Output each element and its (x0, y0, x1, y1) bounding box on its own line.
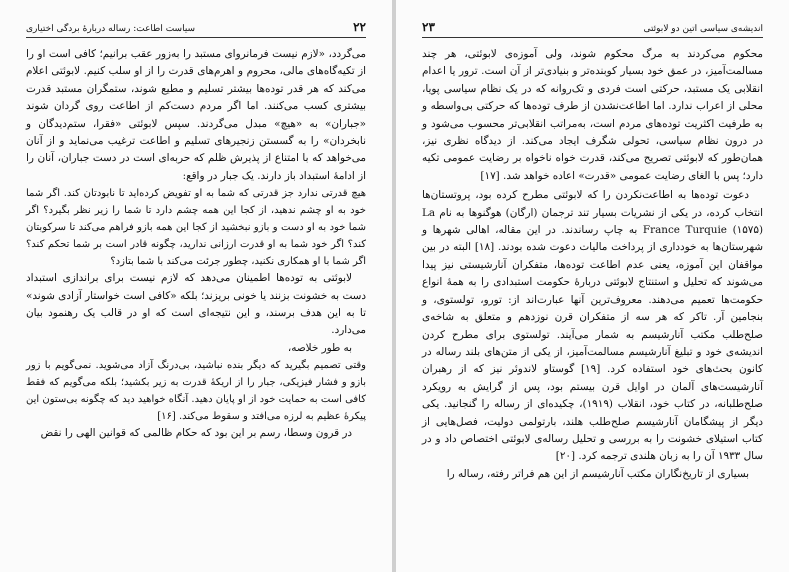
block-quote: وقتی تصمیم بگیرید که دیگر بنده نباشید، بی‌درنگ آزاد می‌شوید. نمی‌گویم با زور بازو و فشار فیزیکی، جبار را از اریکهٔ قدرت به زیر بکشید؛ بلکه می‌گویم که فقط کافی است به حمایت خود از او پایان دهید. آنگاه خواهید دید که چگونه بی‌ستون این پیکرهٔ عظیم به لرزه می‌افتد و سقوط می‌کند. [۱۶] (26, 360, 366, 423)
right-page-header (422, 20, 763, 38)
left-page (0, 0, 392, 572)
paragraph: دعوت توده‌ها به اطاعت‌نکردن را که لابوئتی مطرح کرده بود، پروتستان‌ها انتخاب کرده، در یکی از نشریات بسیار تند ترجمان (ارگان) هوگنوها به نام La France Turquie (۱۵۷۵) به چاپ رساندند. در این مقاله، اهالی شهرها و شهرستان‌ها به خودداری از پرداخت مالیات دعوت شده بودند. [۱۸] البته در بین مواقفان این آموزه، یعنی عدم اطاعت توده‌ها، متفکران آنارشیستی نیز پیدا می‌شوند که تحلیل و استنتاج لابوئتی دربارهٔ حکومت استبدادی را به همهٔ انواع حکومت‌ها تعمیم می‌دهند. معروف‌ترین آنها عبارت‌اند از: تورو، تولستوی، و بنجامین آر. تاکر که هر سه از متفکران قرن نوزدهم و متعلق به شاخه‌ی صلح‌طلب مکتب آنارشیسم به شمار می‌آیند. تولستوی برای مطرح کردن اندیشه‌ی خود و تبلیغ آنارشیسم مسالمت‌آمیز، از یکی از متن‌های بلند رساله در کانون بحث‌های خود استفاده کرد. [۱۹] گوستاو لاندوئر نیز که از رهبران آنارشیست‌های آلمان در اوایل قرن بیستم بود، پس از گرایش به رویکرد صلح‌طلبانه، در کتاب خود، انقلاب (۱۹۱۹)، چکیده‌ای از رساله را گنجانید. یکی دیگر از پیشگامان آنارشیسم صلح‌طلب هلند، بارتولمی دولیت، فصل‌هایی از کتاب استیلای خشونت را به بررسی و تحلیل رساله‌ی لابوئتی اختصاص داد و در سال ۱۹۳۳ آن را به زبان هلندی ترجمه کرد. [۲۰] (422, 189, 763, 463)
left-page-header (26, 20, 366, 38)
page-number: ۲۲ (353, 20, 366, 34)
running-head: سیاست اطاعت: رساله دربارهٔ بردگی اختیاری (26, 24, 196, 34)
paragraph: در قرون وسطا، رسم بر این بود که حکام ظالمی که قوانین الهی را نقض (40, 427, 352, 440)
page-number: ۲۳ (422, 20, 435, 34)
block-quote: هیچ قدرتی ندارد جز قدرتی که شما به او تفویض کرده‌اید تا نابودتان کند. اگر شما خود به او چشم ندهید، از کجا این همه چشم دارد تا شما را زیر نظر بگیرد؟ اگر شما خود به او دست و بازو نبخشید از کجا این همه بازو فراهم می‌کند تا سرکوبتان کند؟ اگر خود شما به او قدرت ارزانی ندارید، چگونه قادر است بر شما تحکم کند؟ اگر شما با او همکاری نکنید، چطور جرئت می‌کند با شما بتازد؟ (26, 188, 366, 268)
right-page-body (422, 46, 763, 483)
right-page (396, 0, 789, 572)
paragraph: لابوئتی به توده‌ها اطمینان می‌دهد که لازم نیست برای براندازی استبداد دست به خشونت بزنند یا خونی بریزند؛ بلکه «کافی است خواستار آزادی شوند» تا به این هدف برسند، و این نتیجه‌ای است که او در قالب یک رهنمود بیان می‌دارد. (26, 272, 366, 337)
running-head: اندیشه‌ی سیاسی اتین دو لابوئتی (643, 24, 763, 34)
left-page-body (26, 46, 366, 443)
paragraph: محکوم می‌کردند به مرگ محکوم شوند، ولی آموزه‌ی لابوئتی، هر چند مسالمت‌آمیز، در عمق خود بسیار کوبنده‌تر و بنیادی‌تر از آن است. ترور یا اعدام انقلابی یک مستبد، حرکتی است فردی و تک‌روانه که در یک نظام سیاسی پویا، محلی از اعراب ندارد. اما اطاعت‌نشدن از طرف توده‌ها که حرکتی بی‌واسطه و به طرفیت اکثریت توده‌های مردم است، به‌مراتب انقلابی‌تر محسوب می‌شود و در درون نظام سیاسی، تحولی شگرف ایجاد می‌کند. از دیدگاه نظری نیز، همان‌طور که لابوئتی تصریح می‌کند، قدرت خواه ناخواه بر رضایت عمومی تکیه دارد؛ پس با الغای رضایت عمومی «قدرت» اعاده خواهد شد. [۱۷] (422, 48, 763, 182)
paragraph: می‌گردد، «لازم نیست فرمانروای مستبد را به‌زور عقب برانیم؛ کافی است او را از تکیه‌گاه‌های مالی، محروم و اهرم‌های قدرت را از او سلب کنیم. لابوئتی اعلام می‌کند که هر قدر توده‌ها بیشتر تسلیم و مطیع شوند، ستمگران مستبد قدرت بیشتری کسب می‌کنند. اما اگر مردم دست‌کم از اطاعت روی گردان شوند «جباران» به «هیچ» مبدل می‌گردند. سپس لابوئتی «فقرا، ستم‌دیدگان و نابخردان» را به گسستن زنجیرهای تسلیم و اطاعت ترغیب می‌نماید و از آنان می‌خواهد که با امتناع از پذیرش ظلم که حربه‌ای است در دست جباران، آنان را از ادامهٔ استبداد باز دارند. یک جبار در واقع: (26, 48, 366, 182)
paragraph: بسیاری از تاریخ‌نگاران مکتب آنارشیسم از این هم فراتر رفته، رساله را (446, 467, 749, 480)
paragraph: به طور خلاصه، (287, 341, 352, 354)
